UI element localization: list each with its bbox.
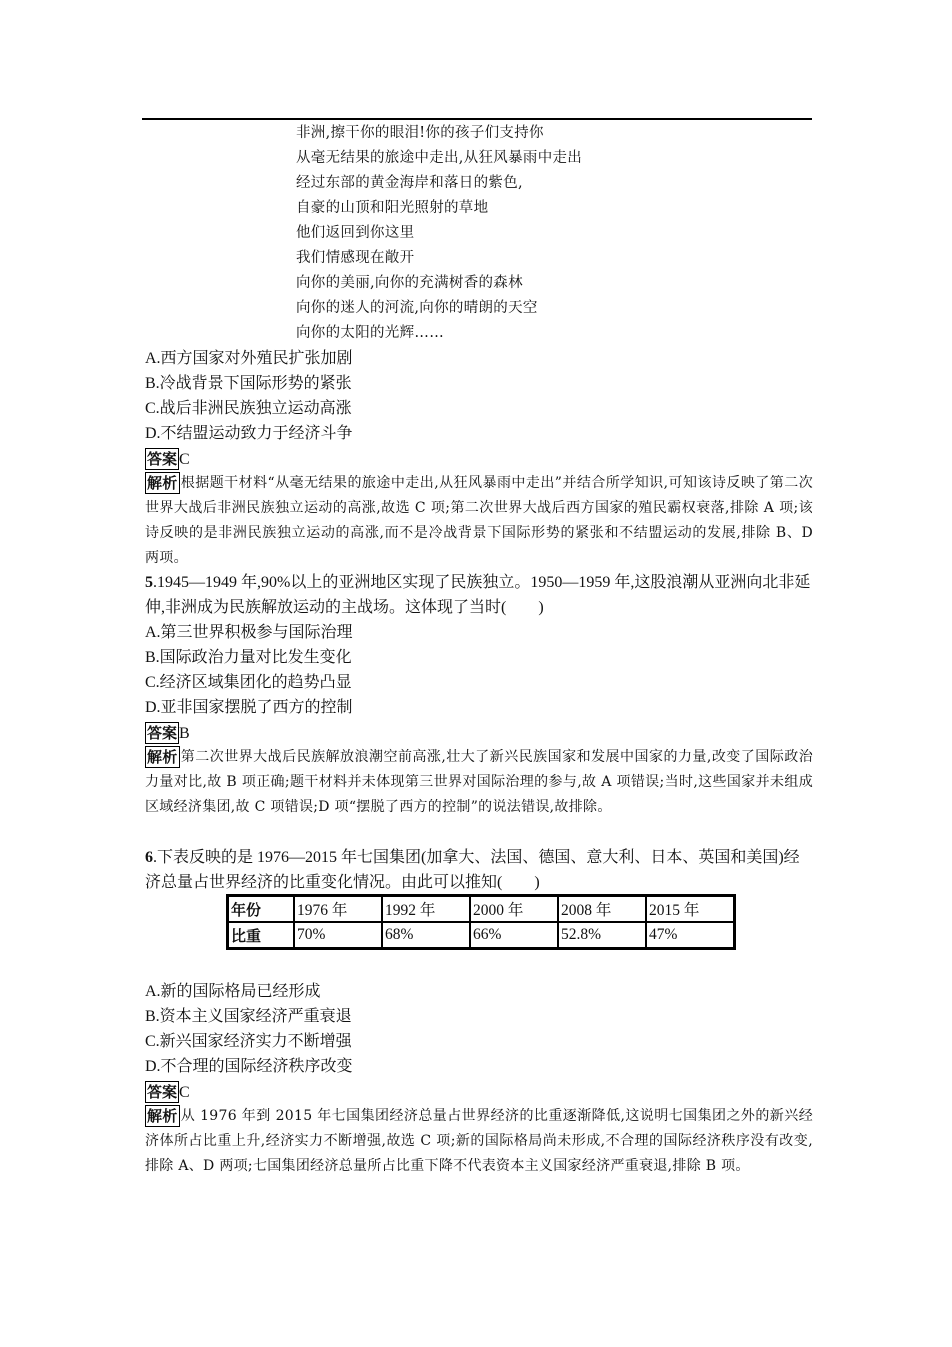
table-row xyxy=(228,896,735,923)
table-header-share: 比重 xyxy=(228,922,295,949)
q5-explanation xyxy=(145,745,813,820)
q6-options xyxy=(145,979,813,1179)
table-cell: 66% xyxy=(470,922,558,949)
answer-tag: 答案 xyxy=(147,450,178,469)
q6 xyxy=(145,845,813,895)
q5-answer-row xyxy=(145,720,813,745)
explanation-tag: 解析 xyxy=(147,748,178,766)
q6-explanation-text: 从 1976 年到 2015 年七国集团经济总量占世界经济的比重逐渐降低,这说明七国集团之外的新兴经济体所占比重上升,经济实力不断增强,故选 C 项;新的国际格局尚未形成,不合理的国际经济秩序没有改变,排除 A、D 两项;七国集团经济总量所占比重下降不代表资本主义国家经济严重衰退,排除 B 项。 xyxy=(145,1108,813,1174)
poem-line: 非洲,擦干你的眼泪!你的孩子们支持你 xyxy=(296,125,544,141)
q4-option-b: B.冷战背景下国际形势的紧张 xyxy=(145,375,352,392)
poem xyxy=(296,121,582,346)
q4-explanation xyxy=(145,471,813,571)
q6-option-b: B.资本主义国家经济严重衰退 xyxy=(145,1008,352,1025)
q5-stem-text: .1945—1949 年,90%以上的亚洲地区实现了民族独立。1950—1959 年,这股浪潮从亚洲向北非延伸,非洲成为民族解放运动的主战场。这体现了当时( ) xyxy=(145,574,811,616)
answer-tag: 答案 xyxy=(147,724,178,743)
poem-line: 他们返回到你这里 xyxy=(296,225,415,241)
q6-stem-text: .下表反映的是 1976—2015 年七国集团(加拿大、法国、德国、意大利、日本、英国和美国)经济总量占世界经济的比重变化情况。由此可以推知( ) xyxy=(145,849,800,891)
q4-option-d: D.不结盟运动致力于经济斗争 xyxy=(145,425,353,442)
poem-line: 向你的美丽,向你的充满树香的森林 xyxy=(296,275,523,291)
g7-share-table xyxy=(226,894,736,950)
poem-line: 经过东部的黄金海岸和落日的紫色, xyxy=(296,175,523,191)
poem-line: 向你的迷人的河流,向你的晴朗的天空 xyxy=(296,300,538,316)
q6-answer-row xyxy=(145,1079,813,1104)
q6-stem xyxy=(145,845,813,895)
explanation-tag: 解析 xyxy=(147,474,178,492)
table-cell: 2015 年 xyxy=(646,896,735,923)
poem-line: 我们情感现在敞开 xyxy=(296,250,415,266)
answer-tag: 答案 xyxy=(147,1083,178,1102)
q4-answer: C xyxy=(179,450,190,468)
q6-answer: C xyxy=(179,1083,190,1101)
q5-number: 5 xyxy=(145,574,153,591)
q4-answer-row xyxy=(145,446,813,471)
table-cell: 1976 年 xyxy=(294,896,382,923)
q4-option-a: A.西方国家对外殖民扩张加剧 xyxy=(145,350,353,367)
q5 xyxy=(145,570,813,820)
q5-option-d: D.亚非国家摆脱了西方的控制 xyxy=(145,699,353,716)
table-cell: 52.8% xyxy=(558,922,646,949)
q5-explanation-text: 第二次世界大战后民族解放浪潮空前高涨,壮大了新兴民族国家和发展中国家的力量,改变了国际政治力量对比,故 B 项正确;题干材料并未体现第三世界对国际治理的参与,故 A 项错误;当时,这些国家并未组成区域经济集团,故 C 项错误;D 项“摆脱了西方的控制”的说法错误,故排除。 xyxy=(145,749,813,815)
q6-explanation xyxy=(145,1104,813,1179)
explanation-tag: 解析 xyxy=(147,1107,178,1125)
poem-line: 从毫无结果的旅途中走出,从狂风暴雨中走出 xyxy=(296,150,583,166)
q5-option-b: B.国际政治力量对比发生变化 xyxy=(145,649,352,666)
q4-option-c: C.战后非洲民族独立运动高涨 xyxy=(145,400,352,417)
q6-option-a: A.新的国际格局已经形成 xyxy=(145,983,321,1000)
header-rule xyxy=(142,118,812,120)
table-cell: 2000 年 xyxy=(470,896,558,923)
q5-option-a: A.第三世界积极参与国际治理 xyxy=(145,624,353,641)
q5-stem xyxy=(145,570,813,620)
table-cell: 2008 年 xyxy=(558,896,646,923)
table-header-year: 年份 xyxy=(228,896,295,923)
poem-line: 自豪的山顶和阳光照射的草地 xyxy=(296,200,489,216)
q6-option-c: C.新兴国家经济实力不断增强 xyxy=(145,1033,352,1050)
q6-number: 6 xyxy=(145,849,153,866)
table-cell: 47% xyxy=(646,922,735,949)
q4-explanation-text: 根据题干材料“从毫无结果的旅途中走出,从狂风暴雨中走出”并结合所学知识,可知该诗反映了第二次世界大战后非洲民族独立运动的高涨,故选 C 项;第二次世界大战后西方国家的殖民霸权衰落,排除 A 项;该诗反映的是非洲民族独立运动的高涨,而不是冷战背景下国际形势的紧张和不结盟运动的发展,排除 B、D 两项。 xyxy=(145,475,813,566)
q4-options xyxy=(145,346,813,571)
q5-option-c: C.经济区域集团化的趋势凸显 xyxy=(145,674,352,691)
table-cell: 68% xyxy=(382,922,470,949)
q5-answer: B xyxy=(179,724,190,742)
poem-line: 向你的太阳的光辉…… xyxy=(296,325,444,341)
table-cell: 1992 年 xyxy=(382,896,470,923)
table-row xyxy=(228,922,735,949)
q6-option-d: D.不合理的国际经济秩序改变 xyxy=(145,1058,353,1075)
table-cell: 70% xyxy=(294,922,382,949)
